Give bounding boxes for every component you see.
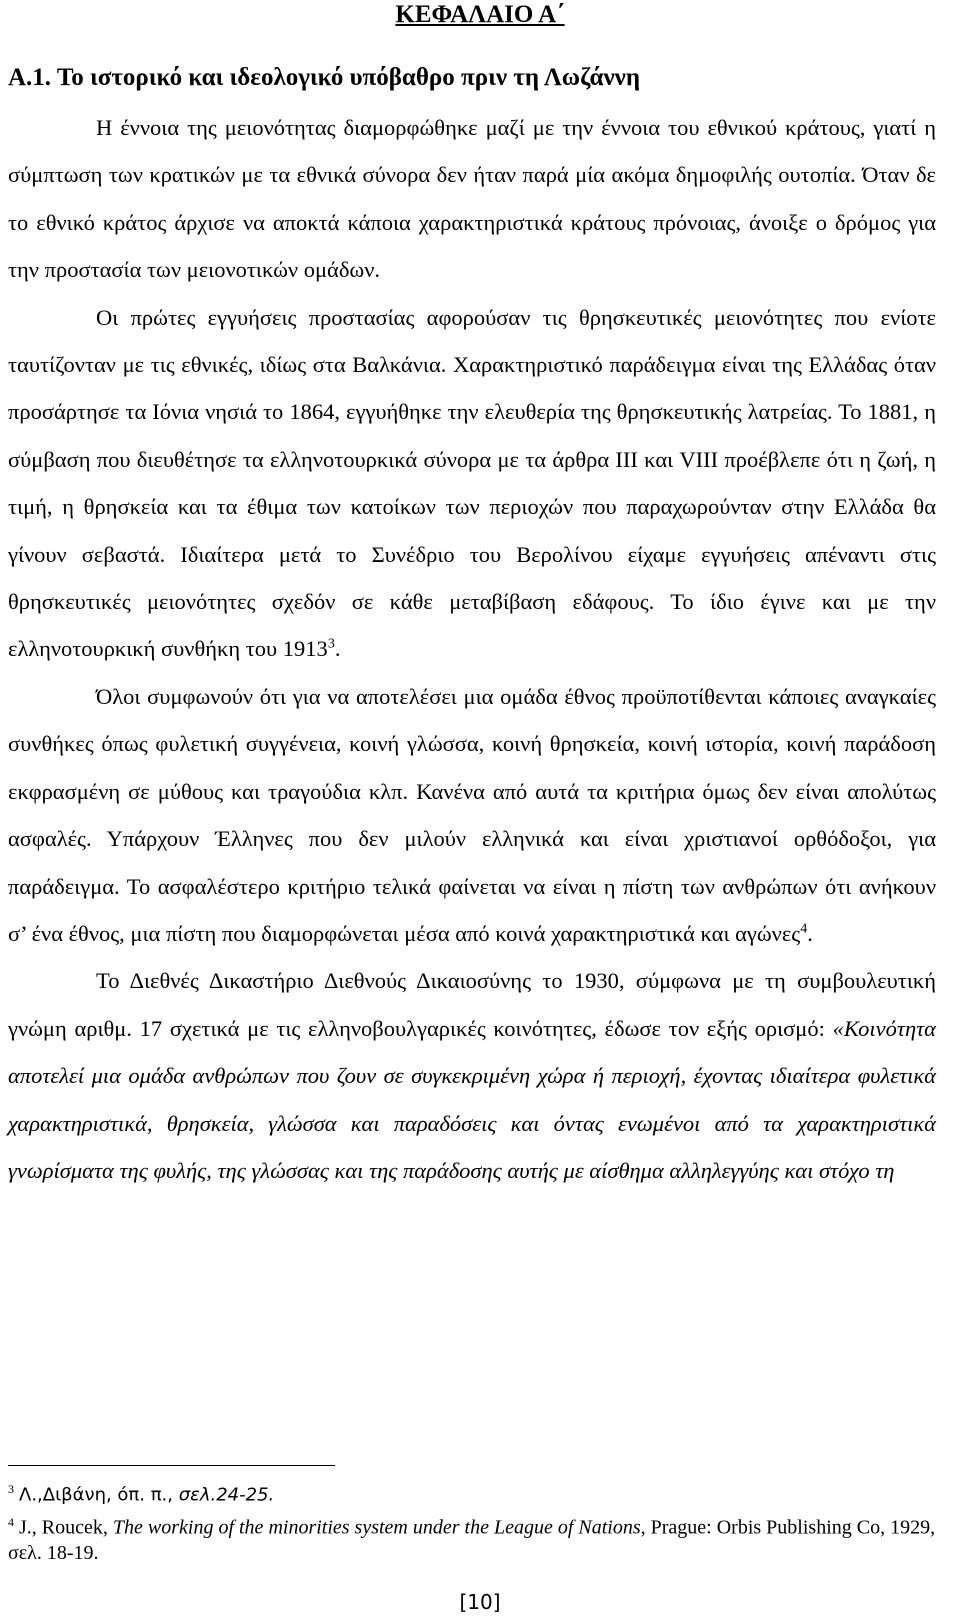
paragraph-4 <box>8 957 936 1194</box>
footnote-3 <box>8 1476 936 1509</box>
paragraph-2-tail: . <box>334 636 341 662</box>
paragraph-3 <box>8 673 936 957</box>
footnote-4 <box>8 1509 936 1567</box>
footnote-4-number: 4 <box>8 1514 14 1529</box>
footnote-3-pages: σελ.24-25. <box>178 1484 275 1506</box>
section-title: Α.1. Το ιστορικό και ιδεολογικό υπόβαθρο πριν τη Λωζάννη <box>8 64 641 91</box>
paragraph-1 <box>8 104 936 294</box>
chapter-title: ΚΕΦΑΛΑΙΟ Α΄ <box>395 1 565 28</box>
footnote-separator <box>8 1465 335 1466</box>
footnotes <box>8 1476 936 1566</box>
paragraph-4-text: Το Διεθνές Δικαστήριο Διεθνούς Δικαιοσύνης το 1930, σύμφωνα με τη συμβουλευτική γνώμη αριθμ. 17 σχετικά με τις ελληνοβουλγαρικές κοινότητες, έδωσε τον εξής ορισμό: <box>8 968 936 1041</box>
paragraph-2 <box>8 294 936 673</box>
footnote-4-book-title: The working of the minorities system under the League of Nations <box>112 1516 641 1539</box>
paragraph-3-text: Όλοι συμφωνούν ότι για να αποτελέσει μια ομάδα έθνος προϋποτίθενται κάποιες αναγκαίες συνθήκες όπως φυλετική συγγένεια, κοινή γλώσσα, κοινή θρησκεία, κοινή ιστορία, κοινή παράδοση εκφρασμένη σε μύθους και τραγούδια κλπ. Κανένα από αυτά τα κριτήρια όμως δεν είναι απολύτως ασφαλές. Υπάρχουν Έλληνες που δεν μιλούν ελληνικά και είναι χριστιανοί ορθόδοξοι, για παράδειγμα. Το ασφαλέστερο κριτήριο τελικά φαίνεται να είναι η πίστη των ανθρώπων ότι ανήκουν σ’ ένα έθνος, μια πίστη που διαμορφώνεται μέσα από κοινά χαρακτηριστικά και αγώνες <box>8 683 936 946</box>
footnote-4-publisher: , Prague: Orbis Publishing Co, 1929, σελ. 18-19. <box>8 1516 936 1565</box>
definition-quote: «Κοινότητα αποτελεί μια ομάδα ανθρώπων που ζουν σε συγκεκριμένη χώρα ή περιοχή, έχοντας ιδιαίτερα φυλετικά χαρακτηριστικά, θρησκεία, γλώσσα και παραδόσεις και όντας ενωμένοι από τα χαρακτηριστικά γνωρίσματα της φυλής, της γλώσσας και της παράδοσης αυτής με αίσθημα αλληλεγγύης και στόχο τη <box>8 1015 936 1183</box>
footnote-4-author: J., Roucek, <box>19 1516 113 1539</box>
page-number: [10] <box>459 1590 501 1614</box>
footnote-3-number: 3 <box>8 1482 14 1496</box>
paragraph-1-text: Η έννοια της μειονότητας διαμορφώθηκε μαζί με την έννοια του εθνικού κράτους, γιατί η σύμπτωση των κρατικών με τα εθνικά σύνορα δεν ήταν παρά μία ακόμα δημοφιλής ουτοπία. Όταν δε το εθνικό κράτος άρχισε να αποκτά κάποια χαρακτηριστικά κράτους πρόνοιας, άνοιξε ο δρόμος για την προστασία των μειονοτικών ομάδων. <box>8 115 936 283</box>
paragraph-3-tail: . <box>807 920 813 946</box>
footnote-ref-3[interactable]: 3 <box>327 636 335 652</box>
footnote-ref-4[interactable]: 4 <box>800 921 808 937</box>
paragraph-2-text: Οι πρώτες εγγυήσεις προστασίας αφορούσαν τις θρησκευτικές μειονότητες που ενίοτε ταυτίζονταν με τις εθνικές, ιδίως στα Βαλκάνια. Χαρακτηριστικό παράδειγμα είναι της Ελλάδας όταν προσάρτησε τα Ιόνια νησιά το 1864, εγγυήθηκε την ελευθερία της θρησκευτικής λατρείας. Το 1881, η σύμβαση που διευθέτησε τα ελληνοτουρκικά σύνορα με τα άρθρα ΙΙΙ και VIII προέβλεπε ότι η ζωή, η τιμή, η θρησκεία και τα έθιμα των κατοίκων των περιοχών που παραχωρούνταν στην Ελλάδα θα γίνουν σεβαστά. Ιδιαίτερα μετά το Συνέδριο του Βερολίνου είχαμε εγγυήσεις απέναντι στις θρησκευτικές μειονότητες σχεδόν σε κάθε μεταβίβαση εδάφους. Το ίδιο έγινε και με την ελληνοτουρκική συνθήκη του 1913 <box>8 304 936 662</box>
footnote-3-text: Λ.,Διβάνη, όπ. π., <box>19 1484 179 1506</box>
body-text <box>8 104 936 1194</box>
